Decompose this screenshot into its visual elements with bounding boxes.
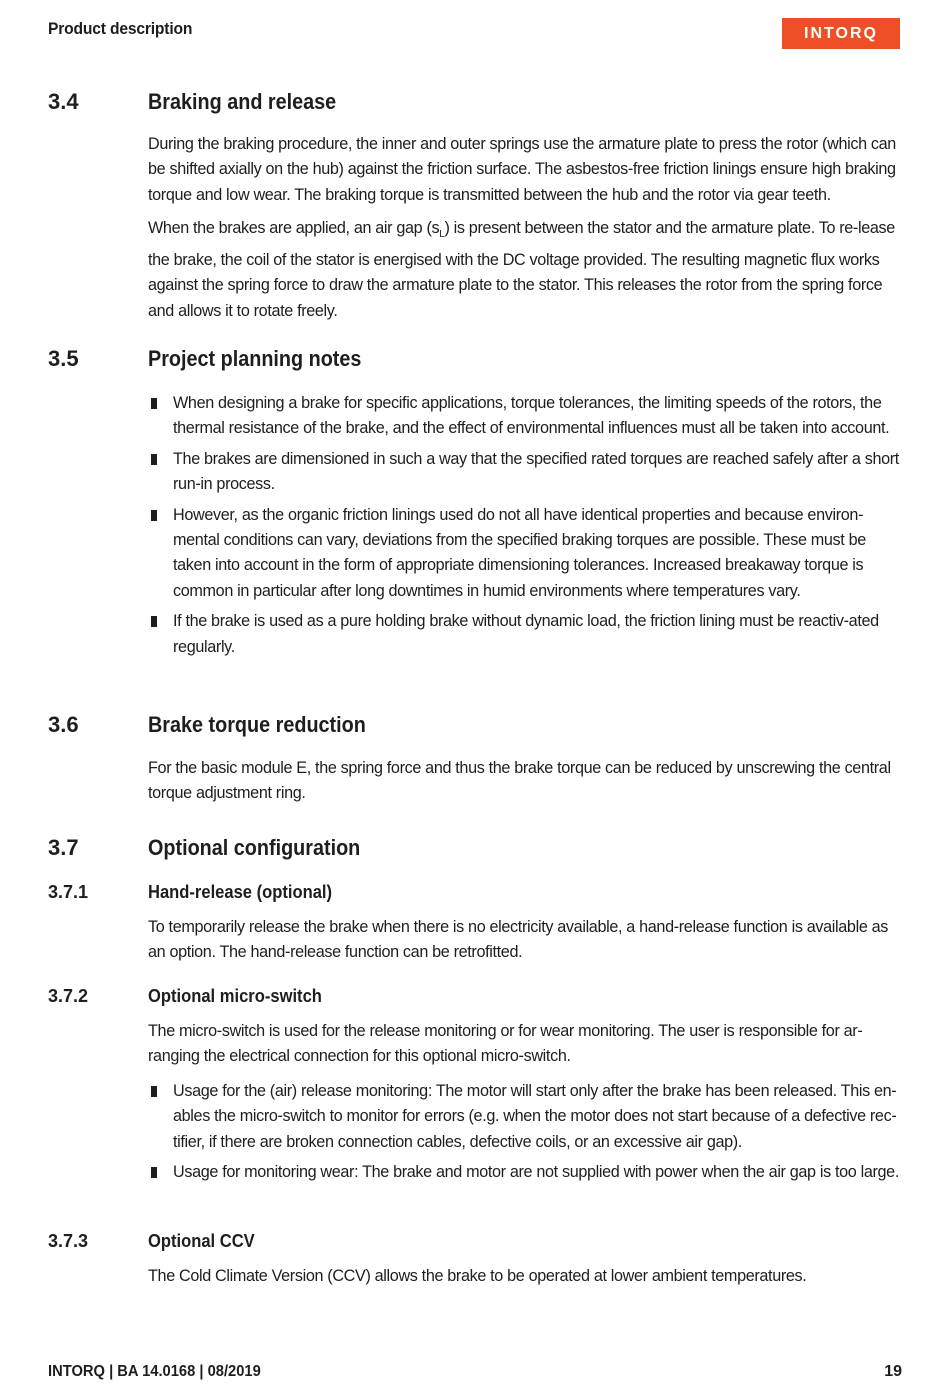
list-item [148, 609, 902, 660]
subsection-number: 3.7.2 [48, 986, 89, 1006]
footer-doc-ref: INTORQ | BA 14.0168 | 08/2019 [48, 1363, 261, 1380]
paragraph: For the basic module E, the spring force and thus the brake torque can be reduced by unscrewing the central torque adjustment ring. [148, 759, 891, 803]
list-item-text: When designing a brake for specific applications, torque tolerances, the limiting speeds of the rotors, the thermal resistance of the brake, and the effect of environmental influences must all be taken into account. [173, 394, 890, 438]
list-item-text: Usage for monitoring wear: The brake and motor are not supplied with power when the air gap is too large. [173, 1163, 899, 1182]
list-item-text: The brakes are dimensioned in such a way that the specified rated torques are reached safely after a short run-in process. [173, 449, 899, 494]
square-bullet-icon [151, 1167, 157, 1178]
section-body [148, 1019, 902, 1190]
subsection-title: Optional micro-switch [148, 986, 322, 1006]
square-bullet-icon [151, 616, 157, 627]
subsection-number: 3.7.1 [48, 882, 89, 902]
section-body [148, 915, 902, 974]
section-title: Project planning notes [148, 346, 362, 371]
list-item [148, 503, 902, 605]
paragraph: The micro-switch is used for the release monitoring or for wear monitoring. The user is responsible for ar-ranging the electrical connection for this optional micro-switch. [148, 1022, 863, 1066]
section-title: Optional configuration [148, 835, 361, 860]
square-bullet-icon [151, 454, 157, 465]
subsection-title: Hand-release (optional) [148, 882, 333, 902]
list-item-text: Usage for the (air) release monitoring: The motor will start only after the brake has been released. This en-ables the micro-switch to monitor for errors (e.g. when the motor does not start because of a defective rec-tifier, if there are broken connection cables, defective coils, or an excessive air gap). [173, 1081, 897, 1151]
section-number: 3.5 [48, 346, 79, 371]
section-number: 3.6 [48, 712, 79, 737]
section-title: Braking and release [148, 89, 337, 114]
section-number: 3.7 [48, 835, 79, 860]
list-item-text: However, as the organic friction linings used do not all have identical properties and because environ-mental conditions can vary, deviations from the specified braking torques are possible. These must be taken into account in the form of appropriate dimensioning tolerances. Increased breakaway torque is common in particular after long downtimes in humid environments where temperatures vary. [173, 505, 866, 600]
intorq-logo: INTORQ [782, 18, 900, 49]
bullet-list [148, 391, 902, 660]
bullet-list [148, 1079, 902, 1186]
list-item [148, 1160, 902, 1185]
list-item [148, 447, 902, 498]
section-body [148, 756, 902, 815]
section-body [148, 132, 902, 332]
paragraph [148, 216, 902, 324]
section-number: 3.4 [48, 89, 79, 114]
text-run: When the brakes are applied, an air gap (s [148, 219, 440, 238]
paragraph: During the braking procedure, the inner and outer springs use the armature plate to press the rotor (which can be shifted axially on the hub) against the friction surface. The asbestos-free friction linings ensure high braking torque and low wear. The braking torque is transmitted between the hub and the rotor via gear teeth. [148, 135, 896, 204]
section-title: Brake torque reduction [148, 712, 366, 737]
paragraph: The Cold Climate Version (CCV) allows the brake to be operated at lower ambient temperatures. [148, 1267, 807, 1285]
list-item [148, 1079, 902, 1155]
list-item-text: If the brake is used as a pure holding brake without dynamic load, the friction lining must be reactiv-ated regularly. [173, 612, 879, 656]
header-title: Product description [48, 19, 193, 38]
section-body [148, 1264, 902, 1297]
square-bullet-icon [151, 1086, 157, 1097]
square-bullet-icon [151, 510, 157, 521]
square-bullet-icon [151, 398, 157, 409]
paragraph: To temporarily release the brake when there is no electricity available, a hand-release function is available as an option. The hand-release function can be retrofitted. [148, 918, 889, 962]
list-item [148, 391, 902, 442]
subsection-title: Optional CCV [148, 1231, 255, 1251]
subsection-number: 3.7.3 [48, 1231, 89, 1251]
text-run: ) is present between the stator and the armature plate. To re-lease the brake, the coil of the stator is energised with the DC voltage provided. The resulting magnetic flux works against the spring force to draw the armature plate to the stator. This releases the rotor from the spring force and allows it to rotate freely. [148, 219, 895, 320]
section-body [148, 391, 902, 665]
page-number: 19 [884, 1363, 902, 1380]
subscript: L [439, 229, 445, 241]
